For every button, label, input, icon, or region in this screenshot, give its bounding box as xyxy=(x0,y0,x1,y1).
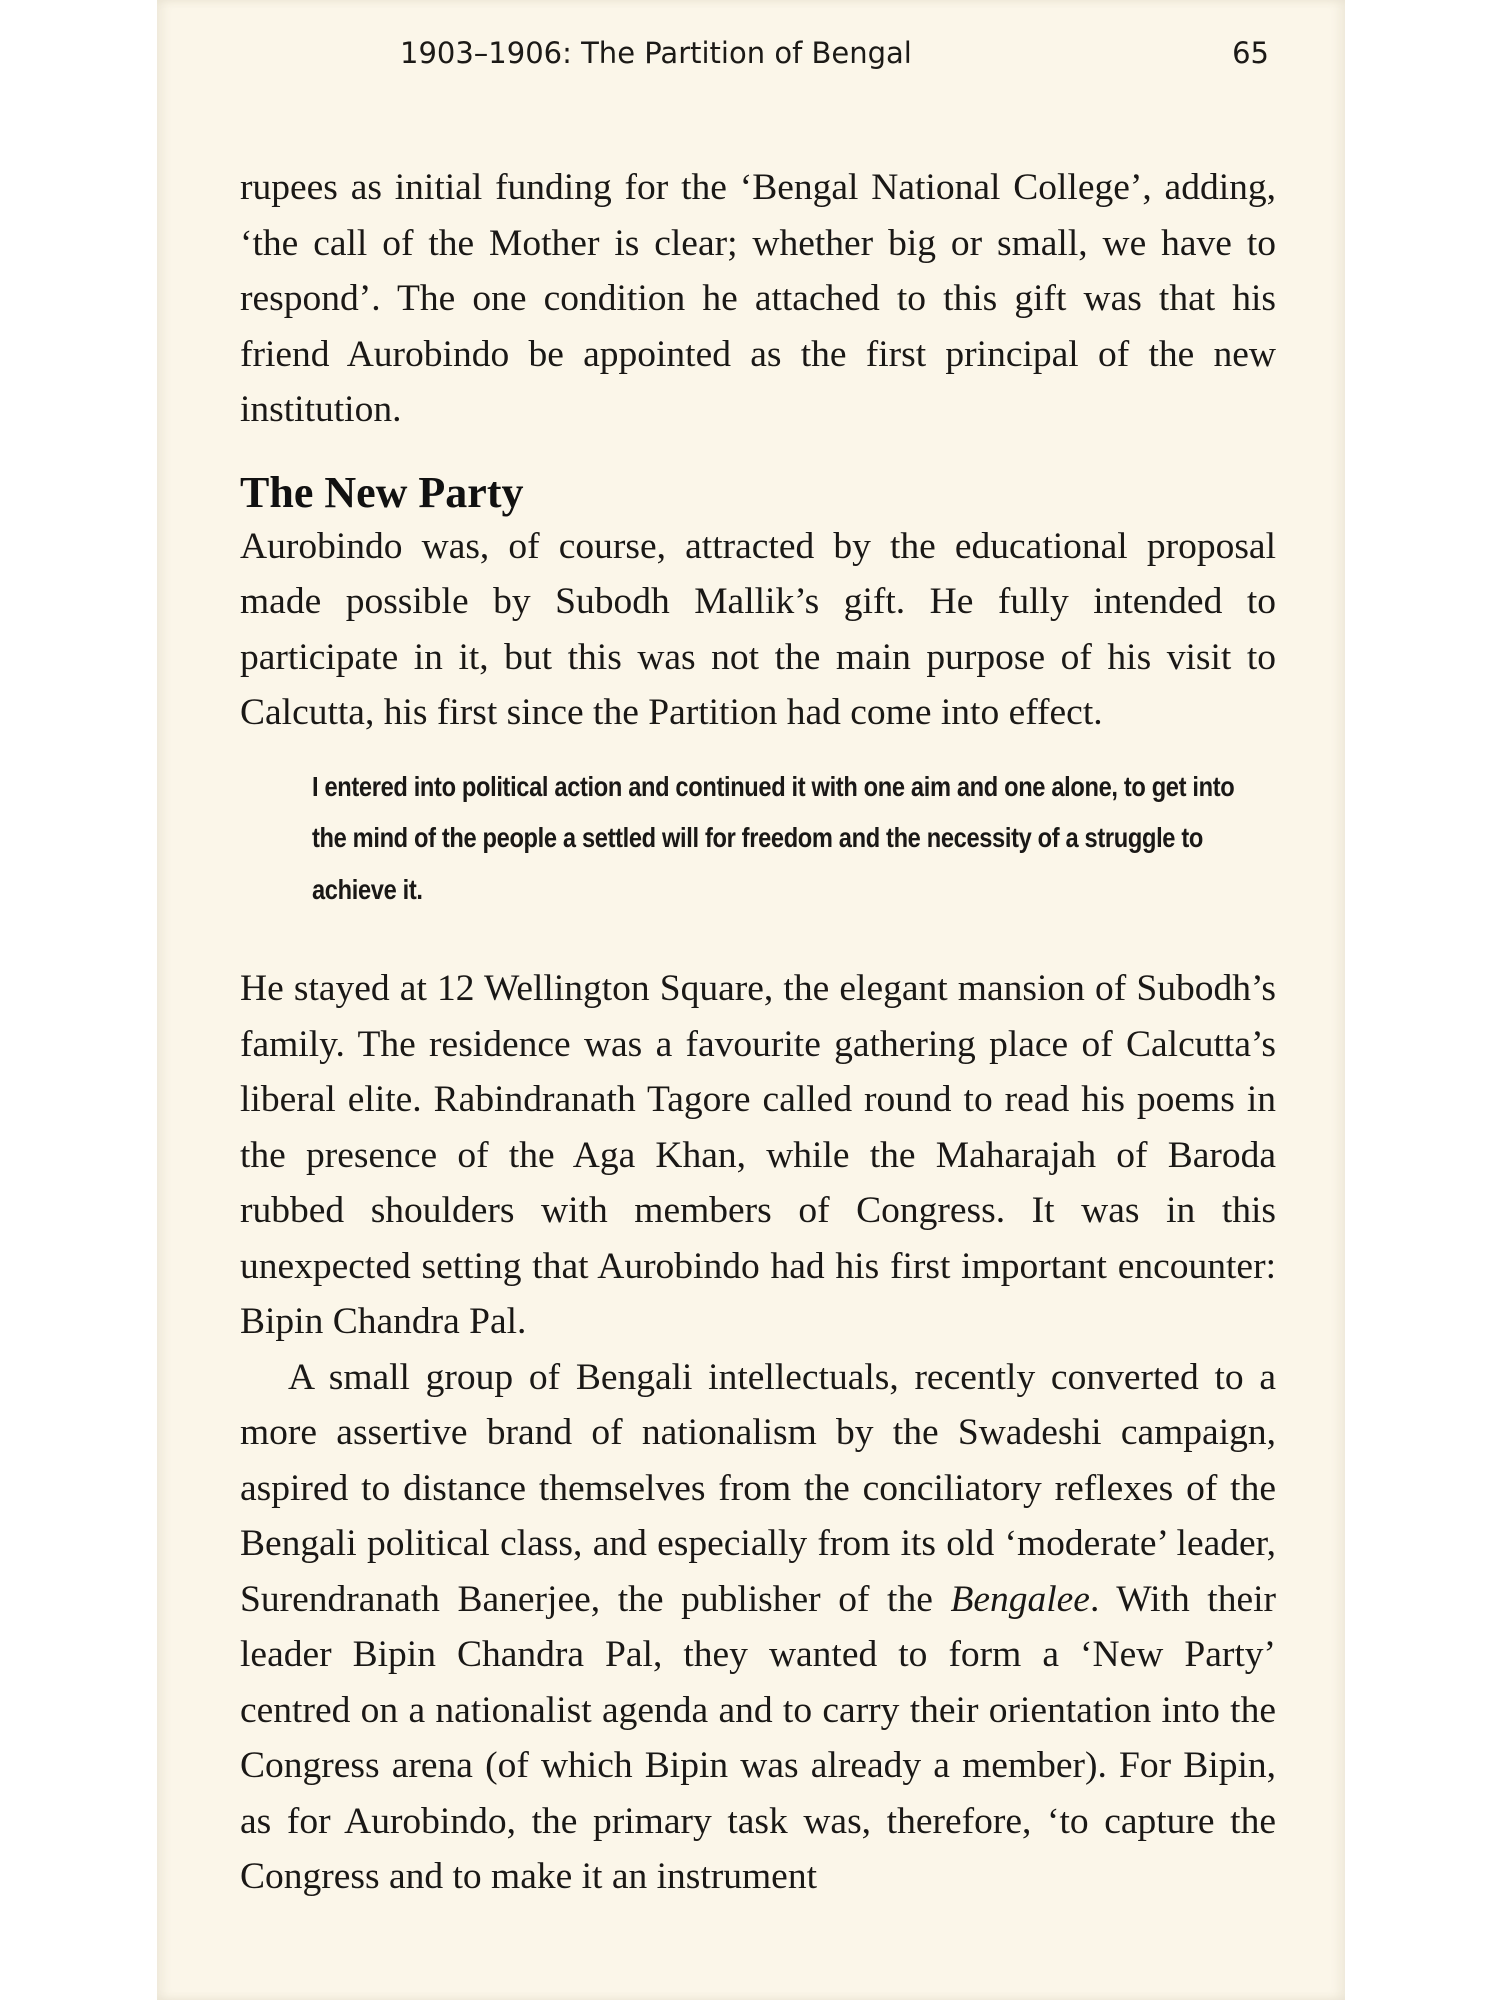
running-head-title: 1903–1906: The Partition of Bengal xyxy=(400,36,912,70)
running-head xyxy=(157,30,1345,78)
paragraph-text: A small group of Bengali intellectuals, recently converted to a more assertive brand of nationalism by the Swadeshi campaign, aspired to distance themselves from the conciliatory reflexes of the Bengali political class, and especially from its old ‘moderate’ leader, Surendranath Banerjee, the publisher of the xyxy=(240,1356,1276,1620)
paragraph-new-party xyxy=(240,1350,1276,1905)
paragraph-text: . With their leader Bipin Chandra Pal, they wanted to form a ‘New Party’ centred on a nationalist agenda and to carry their orientation into the Congress arena (of which Bipin was already a member). For Bipin, as for Aurobindo, the primary task was, therefore, ‘to capture the Congress and to make it an instrument xyxy=(240,1578,1276,1897)
book-page xyxy=(157,0,1345,2000)
section-heading: The New Party xyxy=(240,467,524,517)
paragraph-wellington-square: He stayed at 12 Wellington Square, the elegant mansion of Subodh’s family. The residence was a favourite gathering place of Calcutta’s liberal elite. Rabindranath Tagore called round to read his poems in the presence of the Aga Khan, while the Maharajah of Baroda rubbed shoulders with members of Congress. It was in this unexpected setting that Aurobindo had his first important encounter: Bipin Chandra Pal. xyxy=(240,968,1276,1342)
paragraph-intro: Aurobindo was, of course, attracted by the educational proposal made possible by Subodh Mallik’s gift. He fully intended to participate in it, but this was not the main purpose of his visit to Calcutta, his first since the Partition had come into effect. xyxy=(240,525,1276,733)
page-number: 65 xyxy=(1232,36,1269,70)
paragraph-continued: rupees as initial funding for the ‘Bengal National College’, adding, ‘the call of the Mother is clear; whether big or small, we have to respond’. The one condition he attached to this gift was that his friend Aurobindo be appointed as the first principal of the new institution. xyxy=(240,167,1276,430)
body-text xyxy=(240,160,1276,1905)
italic-publication-title: Bengalee xyxy=(950,1578,1090,1620)
block-quote: I entered into political action and continued it with one aim and one alone, to get into the mind of the people a settled will for freedom and the necessity of a struggle to achieve it. xyxy=(312,770,1235,905)
